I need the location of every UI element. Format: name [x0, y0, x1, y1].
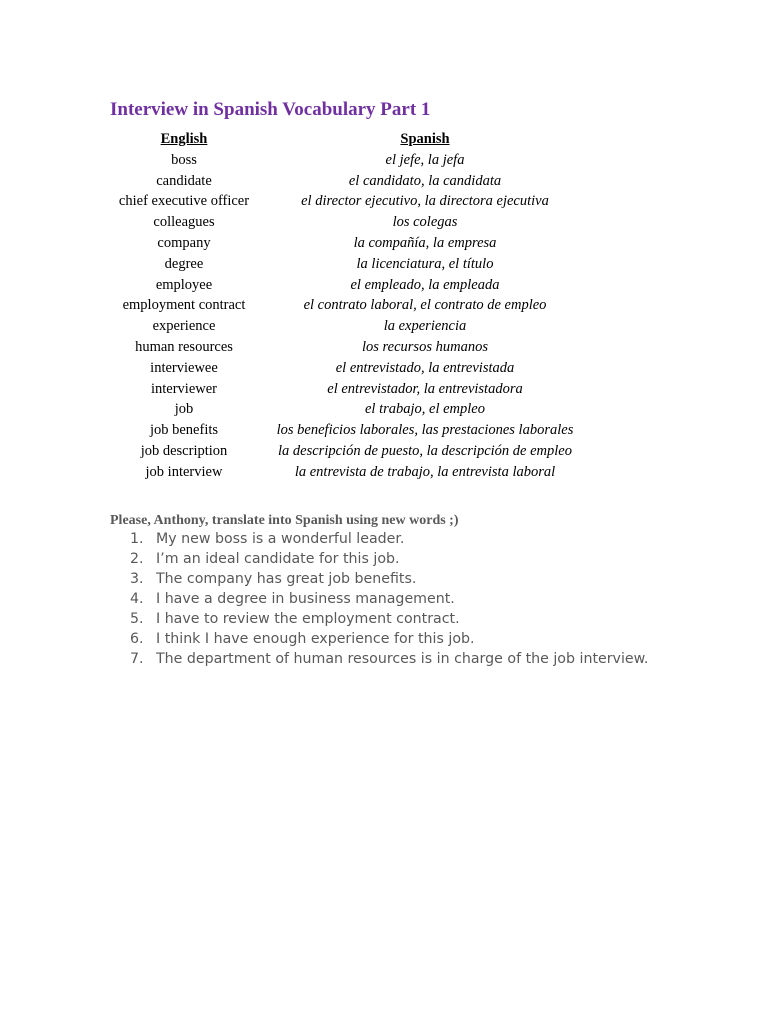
table-row [105, 254, 587, 275]
spanish-term: el entrevistado, la entrevistada [335, 359, 515, 376]
spanish-term: los beneficios laborales, las prestaciones laborales [276, 422, 574, 439]
table-row [105, 295, 587, 316]
exercise-prompt: Please, Anthony, translate into Spanish using new words ;) [110, 513, 459, 528]
table-row [105, 358, 587, 379]
list-item [130, 609, 648, 629]
list-item-number: 6. [130, 631, 144, 647]
english-term: chief executive officer [118, 193, 250, 210]
english-term: company [157, 234, 211, 251]
english-term: boss [171, 151, 197, 168]
table-row [105, 150, 587, 171]
list-item [130, 589, 648, 609]
english-term: employment contract [122, 297, 246, 314]
table-row [105, 171, 587, 192]
spanish-term: el empleado, la empleada [350, 276, 500, 293]
english-term: job [174, 401, 194, 418]
spanish-term: el jefe, la jefa [385, 151, 465, 168]
list-item [130, 629, 648, 649]
english-term: job interview [145, 463, 223, 480]
english-term: job description [140, 442, 228, 459]
english-term: human resources [135, 338, 233, 355]
spanish-term: el contrato laboral, el contrato de empleo [303, 297, 547, 314]
list-item-text: The department of human resources is in charge of the job interview. [156, 651, 649, 667]
english-term: interviewer [150, 380, 218, 397]
list-item [130, 569, 648, 589]
list-item-number: 2. [130, 551, 144, 567]
english-term: interviewee [150, 359, 218, 376]
spanish-term: el trabajo, el empleo [364, 401, 485, 418]
table-row [105, 420, 587, 441]
table-row [105, 212, 587, 233]
spanish-term: la descripción de puesto, la descripción de empleo [278, 442, 572, 459]
list-item-text: The company has great job benefits. [156, 571, 417, 587]
list-item-number: 3. [130, 571, 144, 587]
table-row [105, 316, 587, 337]
table-row [105, 191, 587, 212]
list-item-number: 7. [130, 651, 144, 667]
list-item-text: I have to review the employment contract. [156, 611, 460, 627]
english-term: degree [164, 255, 204, 272]
table-row [105, 441, 587, 462]
list-item-text: My new boss is a wonderful leader. [156, 531, 405, 547]
spanish-term: el director ejecutivo, la directora ejecutiva [301, 193, 549, 210]
list-item-number: 5. [130, 611, 144, 627]
exercise-list [130, 529, 648, 669]
english-term: job benefits [149, 422, 219, 439]
list-item-text: I’m an ideal candidate for this job. [156, 551, 400, 567]
document-title: Interview in Spanish Vocabulary Part 1 [110, 99, 431, 120]
column-header-english: English [160, 131, 208, 147]
list-item-number: 1. [130, 531, 144, 547]
vocabulary-table [105, 129, 587, 483]
spanish-term: la entrevista de trabajo, la entrevista laboral [294, 463, 556, 480]
list-item-text: I think I have enough experience for this job. [156, 631, 475, 647]
spanish-term: la experiencia [383, 318, 467, 335]
english-term: candidate [156, 172, 212, 189]
spanish-term: los recursos humanos [362, 338, 488, 355]
english-term: employee [155, 276, 213, 293]
spanish-term: el entrevistador, la entrevistadora [327, 380, 523, 397]
table-row [105, 233, 587, 254]
table-row [105, 462, 587, 483]
table-row [105, 399, 587, 420]
list-item-number: 4. [130, 591, 144, 607]
spanish-term: el candidato, la candidata [348, 172, 502, 189]
table-header-row [105, 129, 587, 150]
column-header-spanish: Spanish [400, 131, 450, 147]
list-item-text: I have a degree in business management. [156, 591, 455, 607]
english-term: colleagues [153, 214, 215, 231]
table-row [105, 379, 587, 400]
spanish-term: la licenciatura, el título [356, 255, 494, 272]
list-item [130, 529, 648, 549]
english-term: experience [152, 318, 216, 335]
table-row [105, 337, 587, 358]
spanish-term: los colegas [392, 214, 458, 231]
table-row [105, 275, 587, 296]
list-item [130, 649, 648, 669]
spanish-term: la compañía, la empresa [353, 234, 497, 251]
list-item [130, 549, 648, 569]
